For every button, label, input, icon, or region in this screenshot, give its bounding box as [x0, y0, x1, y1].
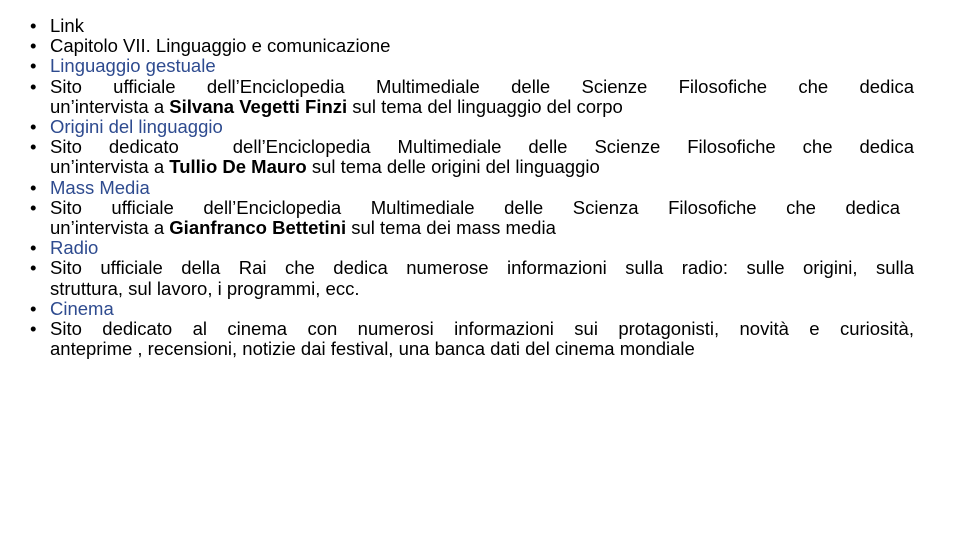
bullet-icon: •: [30, 15, 37, 36]
bullet-icon: •: [30, 75, 37, 97]
interviewee-name: Gianfranco Bettetini: [169, 217, 347, 239]
bullet-icon: •: [30, 55, 37, 77]
item-text-first-line: Sito dedicato al cinema con numerosi informazioni sui protagonisti, novità e curiosità,: [50, 318, 914, 340]
list-item-description: [30, 258, 914, 298]
item-text-second-line: un’intervista a Gianfranco Bettetini sul tema dei mass media: [50, 217, 556, 239]
list-item-description: [30, 137, 914, 177]
topic-link-language-origins[interactable]: Origini del linguaggio: [50, 116, 223, 138]
list-item-description: [30, 198, 914, 238]
item-text-second-line: anteprime , recensioni, notizie dai festival, una banca dati del cinema mondiale: [50, 338, 695, 360]
bullet-icon: •: [30, 35, 37, 57]
list-item-topic[interactable]: [30, 56, 914, 76]
interviewee-name: Tullio De Mauro: [169, 156, 307, 178]
item-text-second-line: un’intervista a Silvana Vegetti Finzi sul tema del linguaggio del corpo: [50, 95, 623, 117]
list-item-topic[interactable]: [30, 238, 914, 258]
bullet-icon: •: [30, 176, 37, 198]
bullet-icon: •: [30, 237, 37, 259]
list-item-link: [30, 16, 914, 36]
item-text: Link: [50, 15, 84, 36]
item-text-second-line: un’intervista a Tullio De Mauro sul tema delle origini del linguaggio: [50, 156, 600, 178]
item-text-first-line: Sito ufficiale dell’Enciclopedia Multimediale delle Scienze Filosofiche che dedica: [50, 75, 914, 97]
bullet-icon: •: [30, 196, 37, 218]
topic-link-mass-media[interactable]: Mass Media: [50, 176, 150, 198]
bullet-icon: •: [30, 257, 37, 279]
list-item-topic[interactable]: [30, 299, 914, 319]
bullet-icon: •: [30, 136, 37, 158]
list-item-topic[interactable]: [30, 178, 914, 198]
item-text-first-line: Sito ufficiale della Rai che dedica numerose informazioni sulla radio: sulle origini, sulla: [50, 257, 914, 279]
bullet-icon: •: [30, 297, 37, 319]
topic-link-cinema[interactable]: Cinema: [50, 297, 114, 319]
list-item-topic[interactable]: [30, 117, 914, 137]
item-text: Capitolo VII. Linguaggio e comunicazione: [50, 35, 391, 57]
topic-link-radio[interactable]: Radio: [50, 237, 99, 259]
bullet-icon: •: [30, 318, 37, 340]
list-item-description: [30, 319, 914, 359]
item-text-first-line: Sito dedicato dell’Enciclopedia Multimediale delle Scienze Filosofiche che dedica: [50, 136, 914, 158]
topic-link-gestural-language[interactable]: Linguaggio gestuale: [50, 55, 216, 77]
item-text-first-line: Sito ufficiale dell’Enciclopedia Multimediale delle Scienza Filosofiche che dedica: [50, 196, 900, 218]
interviewee-name: Silvana Vegetti Finzi: [169, 95, 348, 117]
bullet-icon: •: [30, 116, 37, 138]
list-item-description: [30, 77, 914, 117]
item-text-second-line: struttura, sul lavoro, i programmi, ecc.: [50, 277, 360, 299]
list-item-chapter: [30, 36, 914, 56]
bullet-list: [30, 16, 914, 359]
